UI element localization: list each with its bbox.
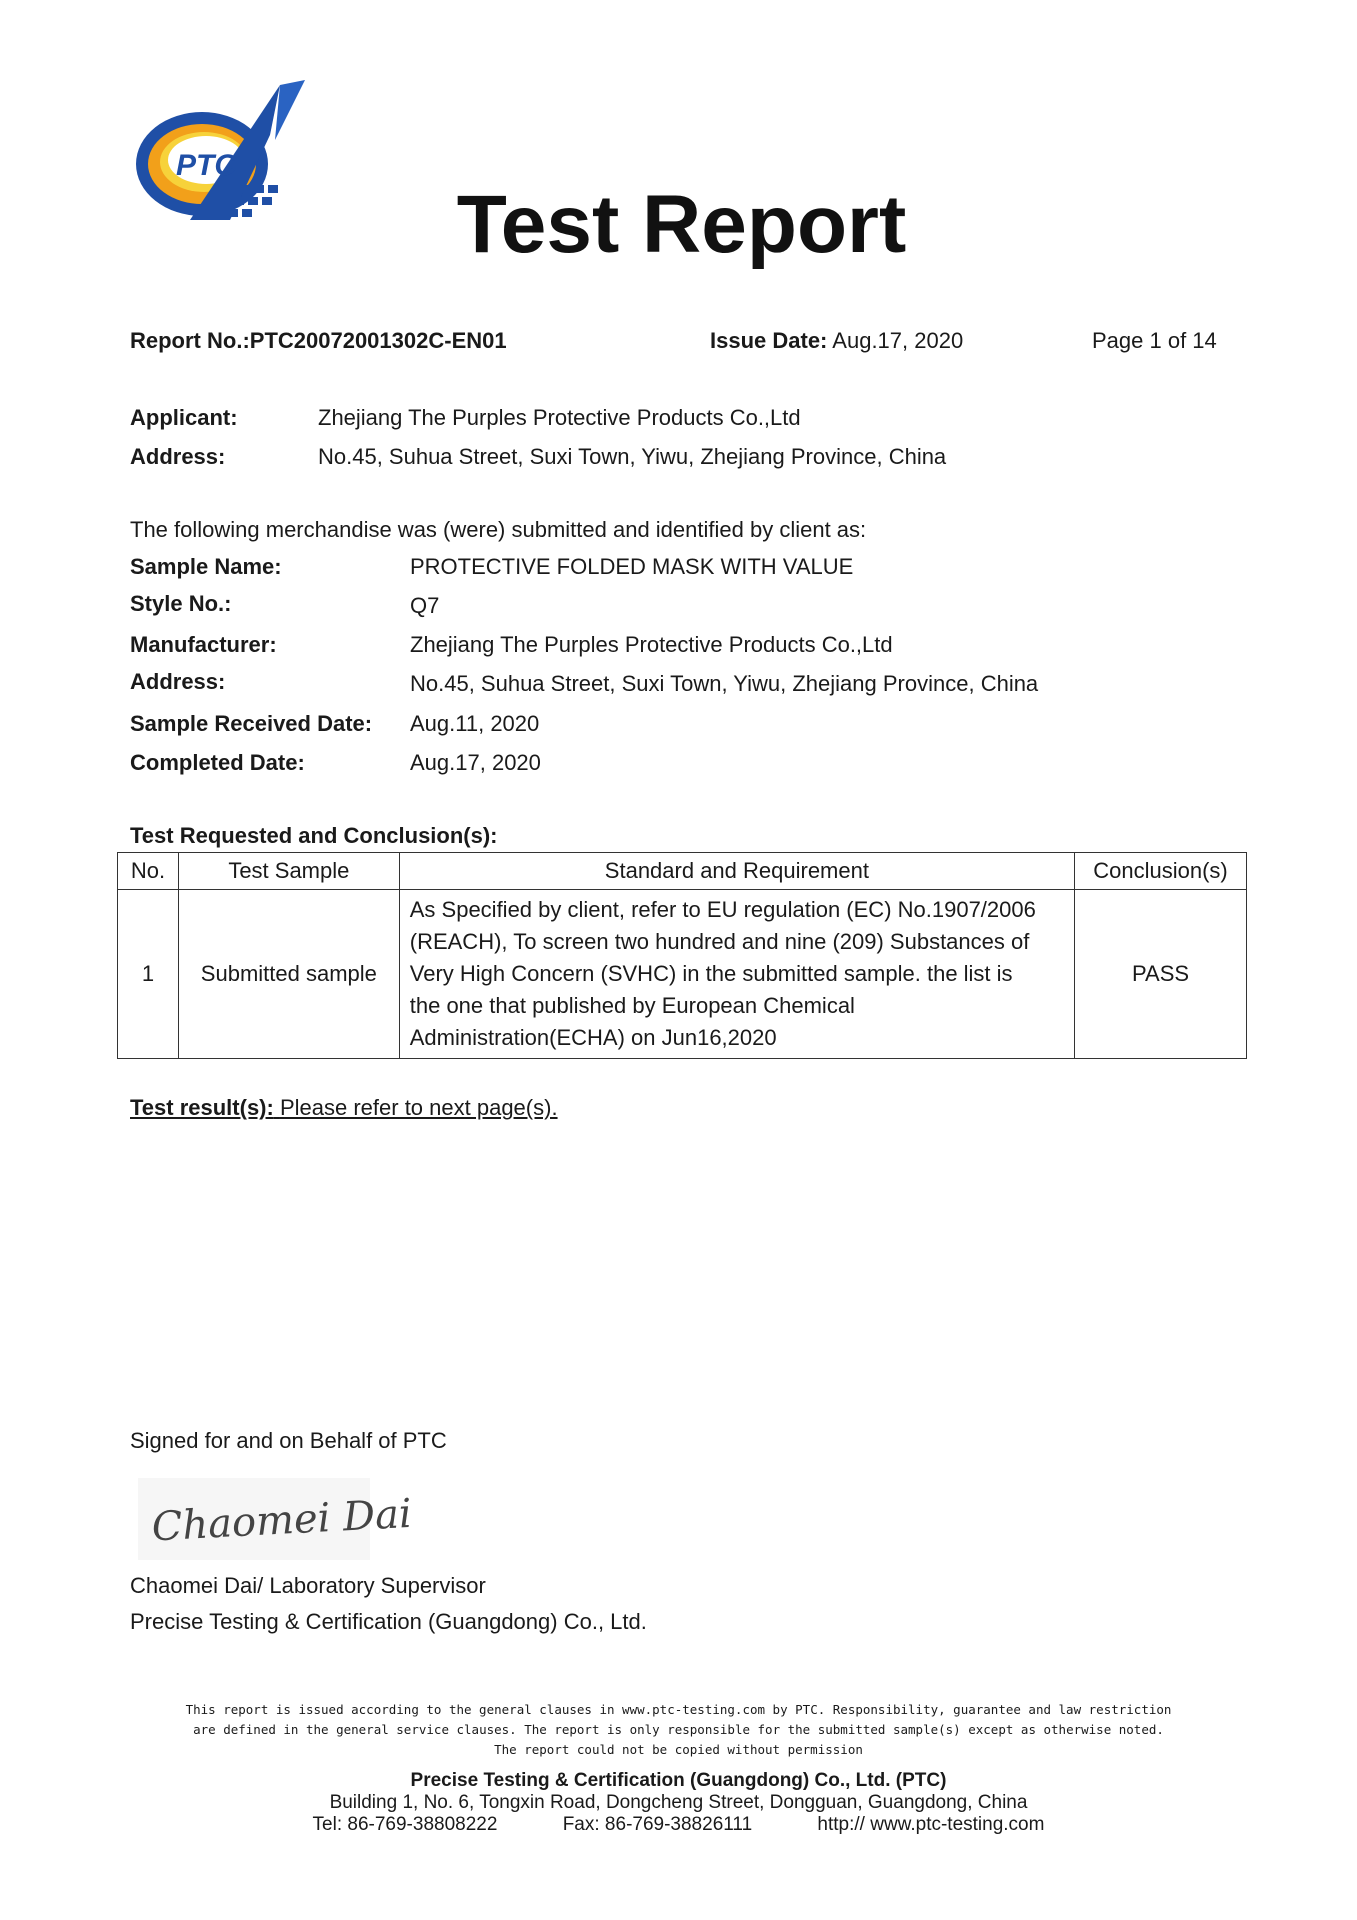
issue-date-label: Issue Date: [710, 328, 828, 353]
field-value: Q7 [410, 593, 440, 618]
merchandise-intro: The following merchandise was (were) submitted and identified by client as: [130, 517, 867, 542]
disclaimer-line: are defined in the general service clauses. The report is only responsible for the submitted sample(s) except as otherwise noted. [193, 1722, 1164, 1737]
footer-contacts [0, 1814, 1357, 1836]
column-header: Standard and Requirement [399, 853, 1074, 890]
field-value: PROTECTIVE FOLDED MASK WITH VALUE [410, 554, 854, 579]
footer-website-link[interactable]: http:// www.ptc-testing.com [817, 1814, 1045, 1835]
issue-date-value: Aug.17, 2020 [832, 328, 964, 353]
row-standard [399, 890, 1074, 1059]
signature-image [138, 1478, 413, 1560]
footer-company: Precise Testing & Certification (Guangdong) Co., Ltd. (PTC) [410, 1770, 947, 1791]
test-result-text: Please refer to next page(s). [279, 1095, 558, 1120]
signed-for: Signed for and on Behalf of PTC [130, 1428, 447, 1453]
field-label: Address: [130, 669, 226, 694]
logo-text: PTC [176, 149, 236, 182]
page-number: Page 1 of 14 [1092, 328, 1217, 353]
row-conclusion: PASS [1075, 890, 1247, 1059]
report-no-value: PTC20072001302C-EN01 [249, 328, 507, 353]
footer-tel: Tel: 86-769-38808222 [312, 1814, 498, 1835]
field-label: Sample Name: [130, 554, 282, 579]
applicant-address-label: Address: [130, 444, 226, 469]
test-result-label: Test result(s): [130, 1095, 274, 1120]
footer-address: Building 1, No. 6, Tongxin Road, Dongcheng Street, Dongguan, Guangdong, China [329, 1792, 1028, 1813]
applicant-label: Applicant: [130, 405, 238, 430]
field-label: Sample Received Date: [130, 711, 373, 736]
field-value: No.45, Suhua Street, Suxi Town, Yiwu, Zhejiang Province, China [410, 671, 1039, 696]
disclaimer-line: This report is issued according to the general clauses in www.ptc-testing.com by PTC. Responsibility, guarantee and law restriction [185, 1702, 1172, 1717]
field-label: Manufacturer: [130, 632, 277, 657]
row-number: 1 [118, 890, 179, 1059]
signature-icon [138, 1478, 413, 1560]
tests-heading: Test Requested and Conclusion(s): [130, 823, 498, 848]
field-label: Style No.: [130, 591, 232, 616]
standard-line: Administration(ECHA) on Jun16,2020 [409, 1025, 777, 1050]
applicant-address-value: No.45, Suhua Street, Suxi Town, Yiwu, Zhejiang Province, China [318, 444, 947, 469]
footer-disclaimer [0, 1700, 1357, 1760]
signatory-name: Chaomei Dai/ Laboratory Supervisor [130, 1573, 486, 1598]
footer-fax: Fax: 86-769-38826111 [562, 1814, 753, 1835]
disclaimer-line: The report could not be copied without permission [494, 1742, 863, 1757]
signatory-company: Precise Testing & Certification (Guangdong) Co., Ltd. [130, 1609, 647, 1634]
column-header: Test Sample [178, 853, 399, 890]
field-label: Completed Date: [130, 750, 305, 775]
field-value: Aug.11, 2020 [410, 711, 540, 736]
row-sample: Submitted sample [178, 890, 399, 1059]
standard-line: Very High Concern (SVHC) in the submitted sample. the list is [409, 961, 1013, 986]
table-row [118, 890, 1247, 1059]
issue-date [710, 328, 963, 354]
applicant-value: Zhejiang The Purples Protective Products Co.,Ltd [318, 405, 801, 430]
column-header: Conclusion(s) [1075, 853, 1247, 890]
table-header-row [118, 853, 1247, 890]
tests-table [117, 852, 1247, 1059]
footer-company-block [0, 1770, 1357, 1836]
field-value: Aug.17, 2020 [410, 750, 541, 775]
standard-line: the one that published by European Chemical [409, 993, 855, 1018]
standard-line: (REACH), To screen two hundred and nine (209) Substances of [409, 929, 1030, 954]
test-result [130, 1095, 558, 1121]
standard-line: As Specified by client, refer to EU regulation (EC) No.1907/2006 [409, 897, 1036, 922]
field-value: Zhejiang The Purples Protective Products Co.,Ltd [410, 632, 893, 657]
signature-handwriting: Chaomei Dai [150, 1490, 413, 1551]
report-no-label: Report No.: [130, 328, 250, 353]
column-header: No. [118, 853, 179, 890]
page-title: Test Report [456, 179, 907, 270]
report-number [130, 328, 507, 354]
